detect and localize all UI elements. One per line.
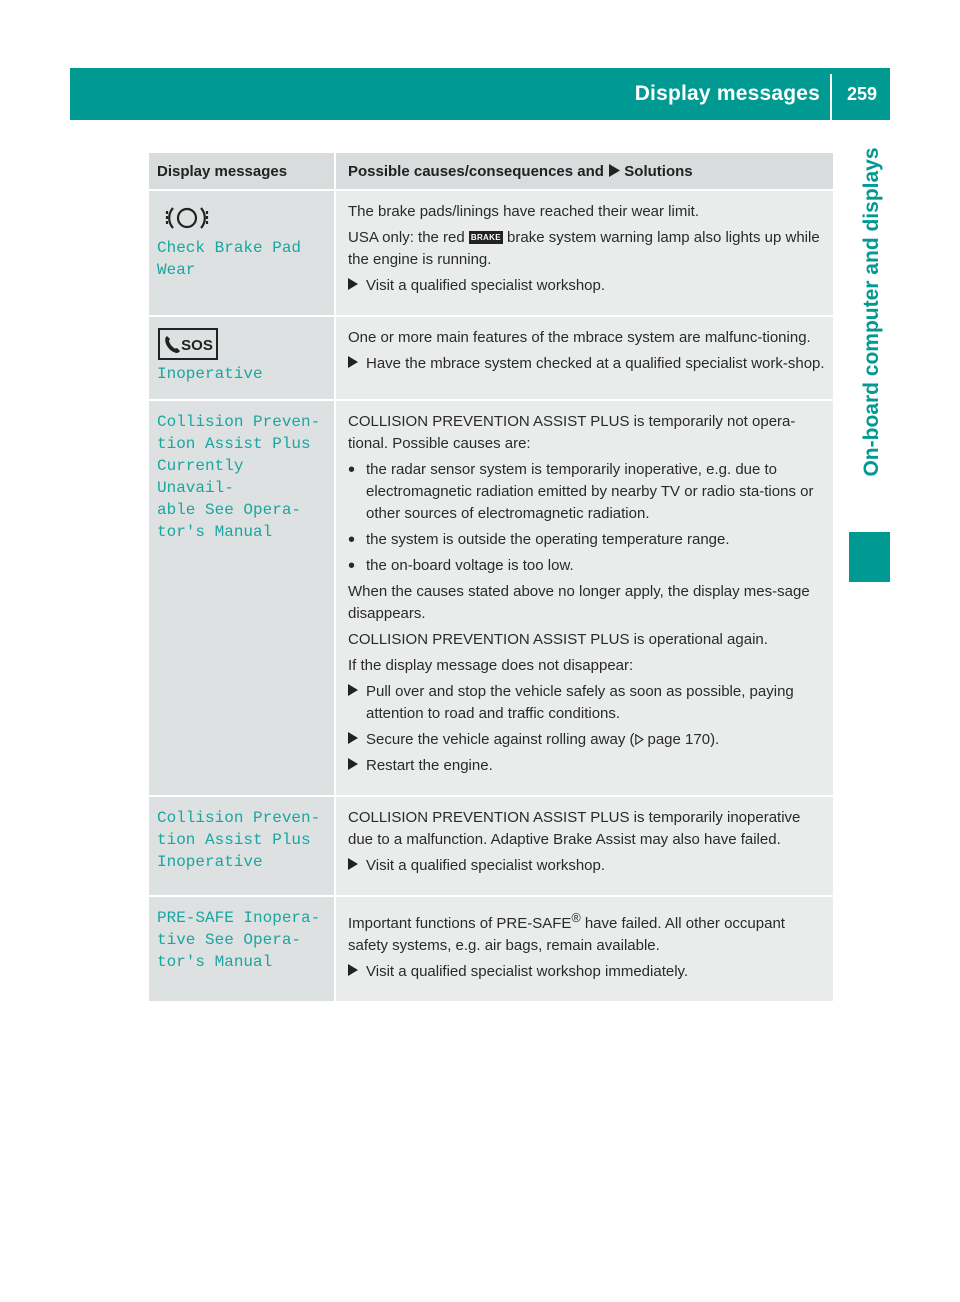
solution-step: Visit a qualified specialist workshop.	[348, 275, 827, 297]
table-row	[149, 316, 833, 400]
page-header	[70, 68, 890, 120]
arrow-right-icon	[348, 356, 358, 368]
solution-step: Visit a qualified specialist workshop immediately.	[348, 961, 827, 983]
display-message-text: PRE-SAFE Inopera- tive See Opera- tor's Manual	[157, 909, 321, 971]
display-message-text: Collision Preven- tion Assist Plus Currently Unavail- able See Opera- tor's Manual	[157, 413, 321, 541]
brake-pad-wear-icon	[157, 201, 217, 235]
cause-text: If the display message does not disappear:	[348, 657, 634, 674]
page-number: 259	[846, 84, 878, 104]
arrow-right-icon	[348, 684, 358, 696]
solution-cell	[335, 190, 833, 316]
display-message-text: Collision Preven- tion Assist Plus Inoperative	[157, 809, 321, 871]
arrow-right-icon	[348, 858, 358, 870]
solution-step: Secure the vehicle against rolling away ( page 170).	[348, 729, 827, 751]
table-header-row	[149, 153, 833, 190]
message-cell	[149, 796, 335, 896]
col-header-causes-prefix: Possible causes/consequences and	[348, 163, 604, 180]
page-reference-icon	[635, 734, 644, 745]
col-header-causes	[335, 153, 833, 190]
registered-mark: ®	[571, 911, 581, 925]
solution-step: Have the mbrace system checked at a qualified specialist work-shop.	[348, 353, 827, 375]
arrow-right-icon	[348, 964, 358, 976]
arrow-right-icon	[348, 278, 358, 290]
cause-text: COLLISION PREVENTION ASSIST PLUS is operational again.	[348, 631, 768, 648]
arrow-right-icon	[348, 758, 358, 770]
solution-cell	[335, 796, 833, 896]
header-divider	[830, 74, 832, 120]
section-side-title: On-board computer and displays	[860, 147, 883, 477]
solution-cell	[335, 896, 833, 1002]
cause-text: One or more main features of the mbrace system are malfunc-tioning.	[348, 329, 811, 346]
solution-step: Pull over and stop the vehicle safely as soon as possible, paying attention to road and traffic conditions.	[348, 681, 827, 725]
solution-step: Restart the engine.	[348, 755, 827, 777]
cause-bullet: • the system is outside the operating temperature range.	[348, 529, 730, 551]
header-title: Display messages	[634, 82, 820, 105]
arrow-right-icon	[348, 732, 358, 744]
cause-text: The brake pads/linings have reached their wear limit.	[348, 203, 700, 220]
cause-text: Important functions of PRE-SAFE® have failed. All other occupant safety systems, e.g. air bags, remain available.	[348, 911, 785, 954]
solution-cell	[335, 316, 833, 400]
brake-warning-icon: BRAKE	[470, 233, 501, 242]
cause-text: USA only: the red BRAKE brake system warning lamp also lights up while the engine is running.	[348, 229, 820, 268]
message-cell	[149, 400, 335, 796]
col-header-causes-suffix: Solutions	[624, 163, 693, 180]
display-message-text: Inoperative	[157, 365, 263, 383]
table-row	[149, 796, 833, 896]
display-message-text: Check Brake Pad Wear	[157, 239, 302, 279]
sos-phone-icon	[157, 327, 219, 361]
table-row	[149, 896, 833, 1002]
table-row	[149, 190, 833, 316]
table-row	[149, 400, 833, 796]
solution-cell	[335, 400, 833, 796]
cause-bullet: • the radar sensor system is temporarily inoperative, e.g. due to electromagnetic radiation emitted by nearby TV or radio sta-tions or other sources of electromagnetic radiation.	[348, 459, 814, 522]
message-cell	[149, 896, 335, 1002]
cause-text: COLLISION PREVENTION ASSIST PLUS is temporarily inoperative due to a malfunction. Adaptive Brake Assist may also have failed.	[348, 809, 801, 848]
cause-text: COLLISION PREVENTION ASSIST PLUS is temporarily not opera-tional. Possible causes are:	[348, 413, 796, 452]
message-cell	[149, 316, 335, 400]
page-reference-link[interactable]: page 170	[647, 731, 711, 748]
cause-bullet: • the on-board voltage is too low.	[348, 555, 574, 577]
solution-step: Visit a qualified specialist workshop.	[348, 855, 827, 877]
display-messages-table	[149, 153, 833, 1003]
section-side-tab	[849, 532, 890, 582]
col-header-display-messages: Display messages	[149, 153, 335, 190]
arrow-right-icon	[608, 164, 620, 177]
cause-text: When the causes stated above no longer apply, the display mes-sage disappears.	[348, 583, 810, 622]
svg-text:SOS: SOS	[181, 337, 213, 354]
message-cell	[149, 190, 335, 316]
